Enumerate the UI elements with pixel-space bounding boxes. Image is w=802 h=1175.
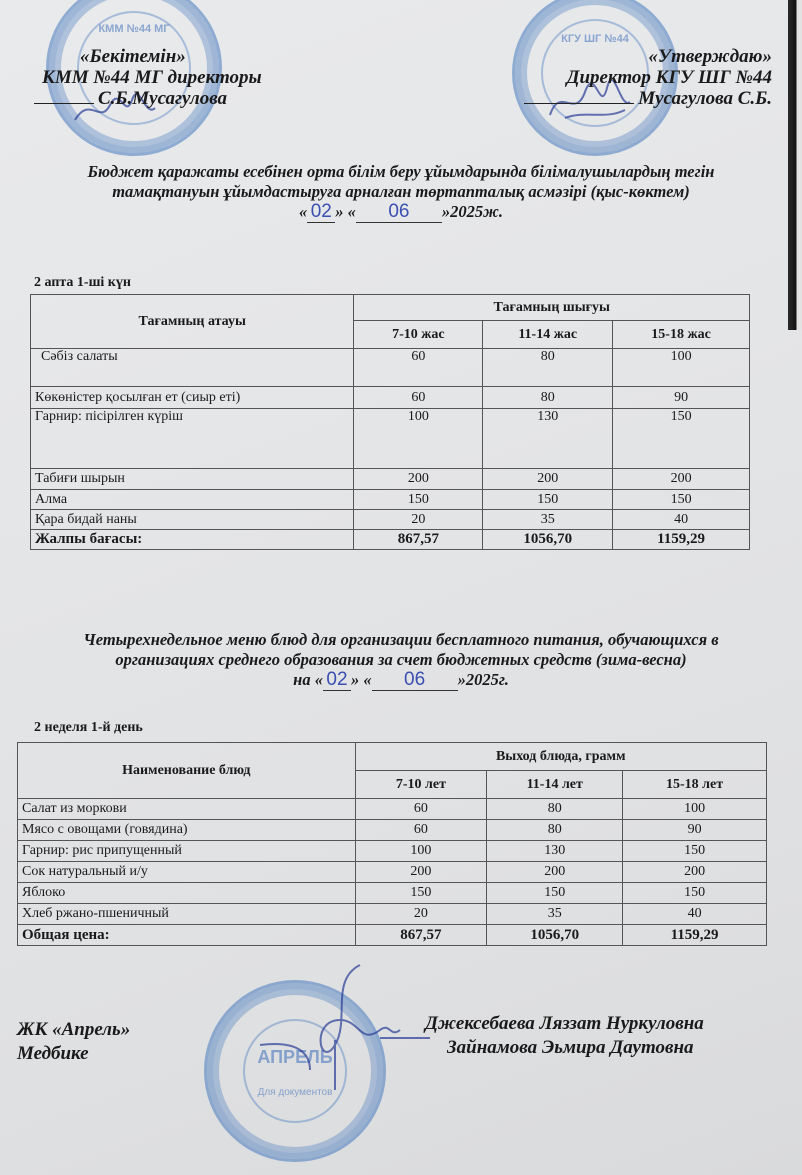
table-total-row: Жалпы бағасы: 867,57 1056,70 1159,29 <box>31 530 750 550</box>
kazakh-document-title <box>40 162 762 223</box>
date-day-field: 02 <box>323 670 351 691</box>
table-row: Сок натуральный и/у 200 200 200 <box>18 862 767 883</box>
table-row: Табиғи шырын 200 200 200 <box>31 469 750 490</box>
title-line-1: Четырехнедельное меню блюд для организации бесплатного питания, обучающихся в <box>83 630 719 649</box>
russian-menu-table <box>17 742 767 946</box>
table-row: Көкөністер қосылған ет (сиыр еті) 60 80 90 <box>31 387 750 409</box>
approval-heading: «Бекітемін» <box>80 46 186 67</box>
header-age-15-18: 15-18 жас <box>613 321 750 349</box>
footer-org: ЖК «Апрель» <box>17 1019 131 1040</box>
russian-document-title <box>40 630 762 691</box>
approval-block-russian <box>524 46 772 109</box>
title-line-2: организациях среднего образования за счет бюджетных средств (зима-весна) <box>115 650 687 669</box>
table-row: Қара бидай наны 20 35 40 <box>31 510 750 530</box>
table-row: Алма 150 150 150 <box>31 490 750 510</box>
stamp-left-text: КММ №44 МГ <box>98 23 170 35</box>
document-date: на « 02 » « 06 »2025г. <box>293 669 509 690</box>
stamp-sub-text: Для документов <box>257 1087 333 1098</box>
approval-name: С.Б.Мусагулова <box>98 88 228 109</box>
document-date: « 02 » « 06 »2025ж. <box>299 201 503 222</box>
header-age-15-18: 15-18 лет <box>623 771 767 799</box>
table-total-row: Общая цена: 867,57 1056,70 1159,29 <box>18 925 767 946</box>
header-portion-group: Выход блюда, грамм <box>355 743 767 771</box>
header-age-11-14: 11-14 лет <box>487 771 623 799</box>
table-row: Хлеб ржано-пшеничный 20 35 40 <box>18 904 767 925</box>
header-dish-name: Наименование блюд <box>18 743 356 799</box>
header-portion-group: Тағамның шығуы <box>354 295 750 321</box>
date-month-field: 06 <box>372 670 458 691</box>
date-month-field: 06 <box>356 202 442 223</box>
stamp-right-text: КГУ ШГ №44 <box>561 33 629 45</box>
table-row: Яблоко 150 150 150 <box>18 883 767 904</box>
footer-role: Медбике <box>17 1043 89 1064</box>
footer-right <box>425 1012 704 1060</box>
footer-person-2: Зайнамова Эьмира Даутовна <box>447 1037 694 1058</box>
header-age-11-14: 11-14 жас <box>483 321 613 349</box>
table-row: Салат из моркови 60 80 100 <box>18 799 767 820</box>
approval-block-kazakh <box>42 46 263 109</box>
table-row: Сәбіз салаты 60 80 100 <box>31 349 750 387</box>
approval-position: КММ №44 МГ директоры <box>42 67 262 88</box>
kazakh-menu-table <box>30 294 750 550</box>
header-dish-name: Тағамның атауы <box>31 295 354 349</box>
table-row: Гарнир: пісірілген күріш 100 130 150 <box>31 409 750 469</box>
date-day-field: 02 <box>307 202 335 223</box>
table-row: Мясо с овощами (говядина) 60 80 90 <box>18 820 767 841</box>
header-age-7-10: 7-10 жас <box>354 321 483 349</box>
page-edge-shadow <box>788 0 802 330</box>
table-row: Гарнир: рис припущенный 100 130 150 <box>18 841 767 862</box>
approval-heading: «Утверждаю» <box>648 46 772 67</box>
russian-day-label: 2 неделя 1-й день <box>34 720 143 735</box>
footer-person-1: Джексебаева Ляззат Нуркуловна <box>425 1013 704 1034</box>
title-line-1: Бюджет қаражаты есебінен орта білім беру ұйымдарында білімалушылардың тегін <box>87 162 715 181</box>
footer-left <box>17 1018 130 1066</box>
stamp-org-name: АПРЕЛЬ <box>257 1047 333 1067</box>
signature-bottom <box>240 960 440 1100</box>
header-age-7-10: 7-10 лет <box>355 771 487 799</box>
approval-name: Мусагулова С.Б. <box>638 88 772 109</box>
title-line-2: тамақтануын ұйымдастыруға арналған төртапталық асмәзірі (қыс-көктем) <box>112 182 690 201</box>
kazakh-day-label: 2 апта 1-ші күн <box>34 275 131 290</box>
approval-position: Директор КГУ ШГ №44 <box>566 67 772 88</box>
